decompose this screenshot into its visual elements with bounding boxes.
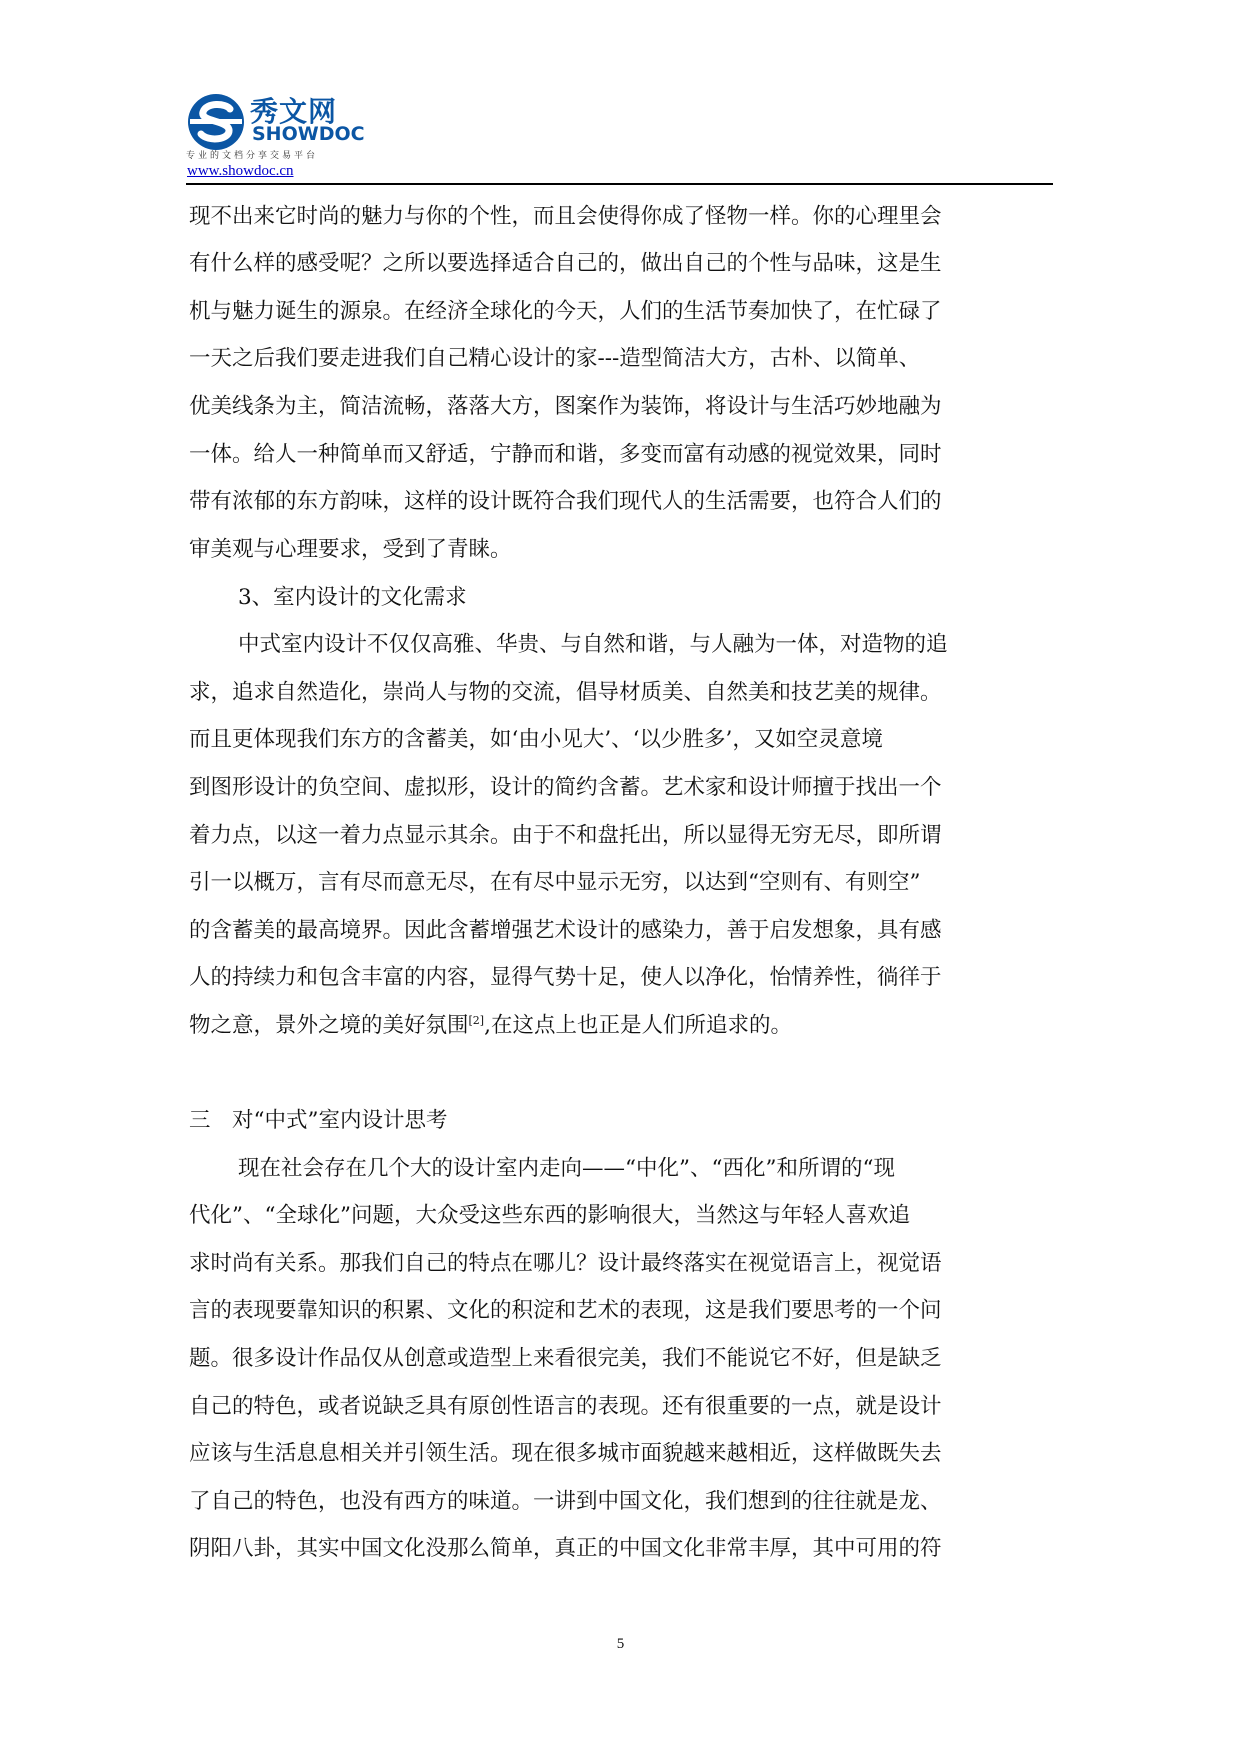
paragraph-line: 带有浓郁的东方韵味，这样的设计既符合我们现代人的生活需要，也符合人们的 — [189, 489, 942, 514]
paragraph-line: 阴阳八卦，其实中国文化没那么简单，真正的中国文化非常丰厚，其中可用的符 — [189, 1536, 942, 1561]
paragraph-line: 现不出来它时尚的魅力与你的个性，而且会使得你成了怪物一样。你的心理里会 — [189, 204, 942, 229]
paragraph-line: 的含蓄美的最高境界。因此含蓄增强艺术设计的感染力，善于启发想象，具有感 — [189, 918, 942, 943]
site-url-link[interactable]: www.showdoc.cn — [187, 163, 294, 179]
paragraph-line: 代化”、“全球化”问题，大众受这些东西的影响很大，当然这与年轻人喜欢追 — [189, 1203, 910, 1228]
paragraph-text: ,在这点上也正是人们所追求的。 — [484, 1013, 792, 1038]
logo-english-name: SHOWDOC — [252, 123, 365, 145]
paragraph-line: 现在社会存在几个大的设计室内走向——“中化”、“西化”和所谓的“现 — [238, 1156, 895, 1181]
paragraph-line: 优美线条为主，简洁流畅，落落大方，图案作为装饰，将设计与生活巧妙地融为 — [189, 394, 942, 419]
paragraph-line: 有什么样的感受呢？之所以要选择适合自己的，做出自己的个性与品味，这是生 — [189, 251, 942, 276]
paragraph-line: 一体。给人一种简单而又舒适，宁静而和谐，多变而富有动感的视觉效果，同时 — [189, 442, 942, 467]
logo-chinese-name: 秀文网 — [250, 95, 338, 128]
header-divider — [186, 183, 1053, 185]
showdoc-s-logo-icon — [186, 92, 246, 152]
paragraph-line: 题。很多设计作品仅从创意或造型上来看很完美，我们不能说它不好，但是缺乏 — [189, 1346, 942, 1371]
paragraph-line: 中式室内设计不仅仅高雅、华贵、与自然和谐，与人融为一体，对造物的追 — [238, 632, 948, 657]
paragraph-line: 求时尚有关系。那我们自己的特点在哪儿？设计最终落实在视觉语言上，视觉语 — [189, 1251, 942, 1276]
paragraph-line: 自己的特色，或者说缺乏具有原创性语言的表现。还有很重要的一点，就是设计 — [189, 1394, 942, 1419]
page-number: 5 — [616, 1636, 625, 1652]
paragraph-line: 引一以概万，言有尽而意无尽，在有尽中显示无穷，以达到“空则有、有则空” — [189, 870, 921, 895]
paragraph-line: 着力点，以这一着力点显示其余。由于不和盘托出，所以显得无穷无尽，即所谓 — [189, 823, 942, 848]
section-heading: 三 对“中式”室内设计思考 — [189, 1108, 448, 1133]
paragraph-line: 人的持续力和包含丰富的内容，显得气势十足，使人以净化，怡情养性，徜徉于 — [189, 965, 942, 990]
citation-marker: [2] — [468, 1014, 485, 1027]
paragraph-line: 到图形设计的负空间、虚拟形，设计的简约含蓄。艺术家和设计师擅于找出一个 — [189, 775, 942, 800]
paragraph-line: 求，追求自然造化，崇尚人与物的交流，倡导材质美、自然美和技艺美的规律。 — [189, 680, 942, 705]
section-heading: 3、室内设计的文化需求 — [238, 585, 467, 610]
paragraph-line: 审美观与心理要求，受到了青睐。 — [189, 537, 512, 562]
paragraph-line: 应该与生活息息相关并引领生活。现在很多城市面貌越来越相近，这样做既失去 — [189, 1441, 942, 1466]
paragraph-line: 言的表现要靠知识的积累、文化的积淀和艺术的表现，这是我们要思考的一个问 — [189, 1298, 942, 1323]
paragraph-line — [189, 1008, 792, 1039]
paragraph-line: 机与魅力诞生的源泉。在经济全球化的今天，人们的生活节奏加快了，在忙碌了 — [189, 299, 942, 324]
paragraph-text: 物之意，景外之境的美好氛围 — [189, 1013, 469, 1038]
paragraph-line: 一天之后我们要走进我们自己精心设计的家---造型简洁大方，古朴、以简单、 — [189, 346, 921, 371]
logo-tagline: 专业的文档分享交易平台 — [186, 151, 319, 161]
paragraph-line: 而且更体现我们东方的含蓄美，如‘由小见大’、‘以少胜多’，又如空灵意境 — [189, 727, 883, 752]
showdoc-logo — [186, 92, 372, 162]
paragraph-line: 了自己的特色，也没有西方的味道。一讲到中国文化，我们想到的往往就是龙、 — [189, 1489, 942, 1514]
